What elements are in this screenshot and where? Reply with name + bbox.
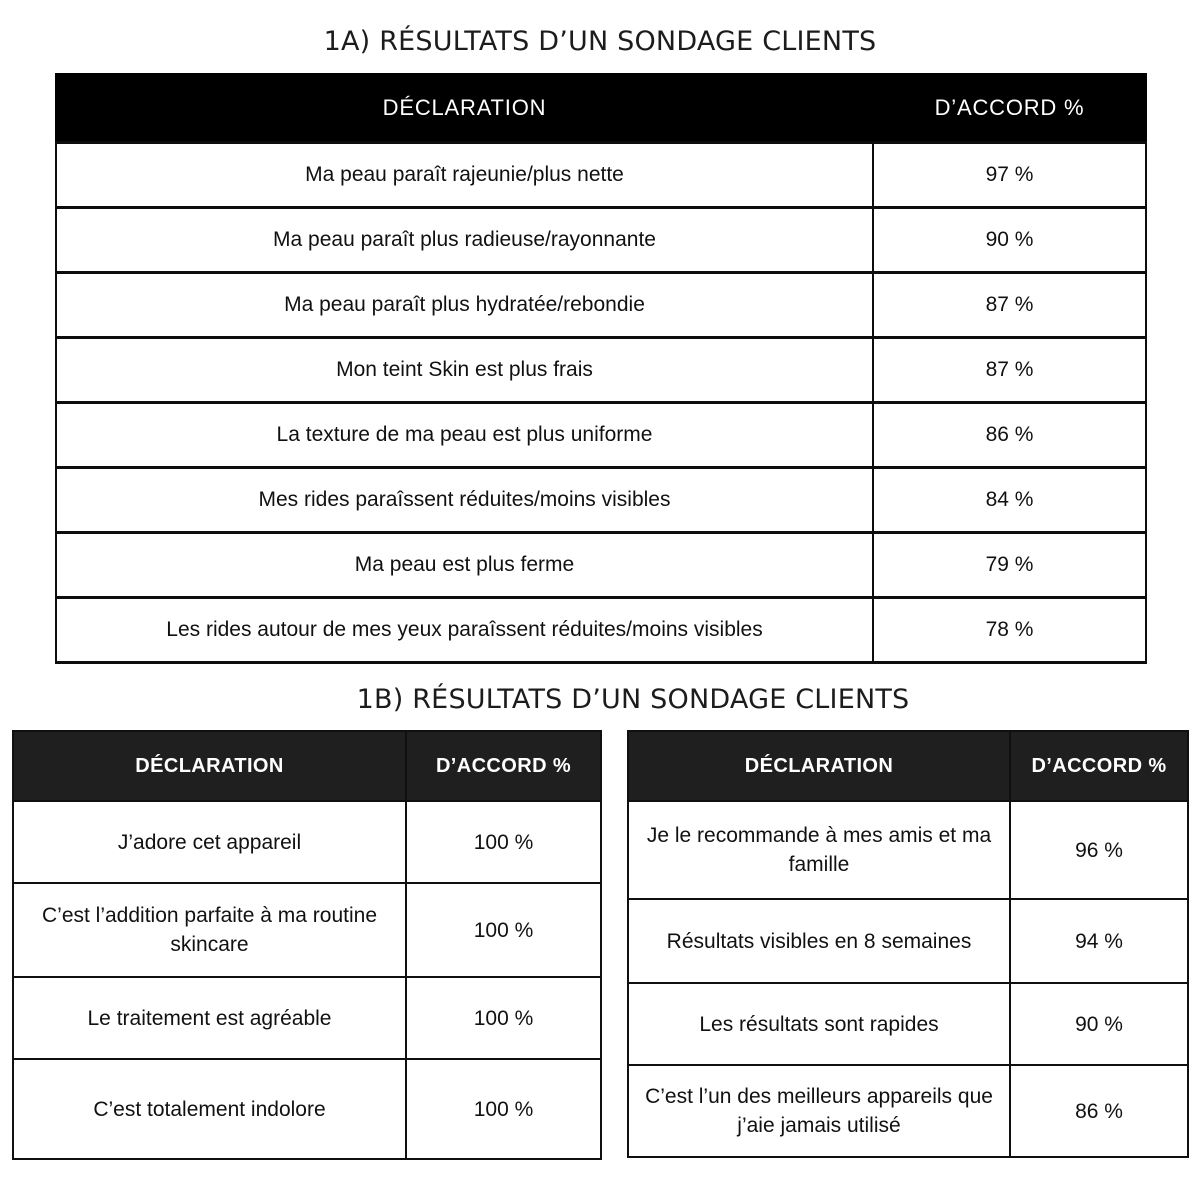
agree-cell: 79 %	[873, 533, 1146, 598]
section-1b-tables	[12, 730, 1200, 1160]
table-row	[13, 883, 601, 977]
table-1a-header-row	[56, 74, 1146, 143]
table-1b-left-header-agree: D’ACCORD %	[406, 731, 601, 801]
agree-cell: 84 %	[873, 468, 1146, 533]
agree-cell: 87 %	[873, 338, 1146, 403]
declaration-cell: Ma peau paraît plus hydratée/rebondie	[56, 273, 873, 338]
agree-cell: 96 %	[1010, 801, 1188, 899]
agree-cell: 78 %	[873, 598, 1146, 663]
declaration-cell: Mon teint Skin est plus frais	[56, 338, 873, 403]
table-row	[628, 899, 1188, 983]
table-row	[56, 273, 1146, 338]
agree-cell: 97 %	[873, 143, 1146, 208]
agree-cell: 94 %	[1010, 899, 1188, 983]
survey-table-1b-right	[627, 730, 1189, 1158]
agree-cell: 100 %	[406, 883, 601, 977]
table-row	[56, 143, 1146, 208]
declaration-cell: Les rides autour de mes yeux paraîssent réduites/moins visibles	[56, 598, 873, 663]
agree-cell: 87 %	[873, 273, 1146, 338]
declaration-cell: J’adore cet appareil	[13, 801, 406, 883]
table-1a-header-declaration: DÉCLARATION	[56, 74, 873, 143]
table-row	[13, 801, 601, 883]
declaration-cell: Ma peau est plus ferme	[56, 533, 873, 598]
table-row	[628, 801, 1188, 899]
table-row	[13, 977, 601, 1059]
table-row	[56, 208, 1146, 273]
table-row	[56, 338, 1146, 403]
agree-cell: 86 %	[1010, 1065, 1188, 1157]
agree-cell: 90 %	[1010, 983, 1188, 1065]
agree-cell: 86 %	[873, 403, 1146, 468]
declaration-cell: Ma peau paraît rajeunie/plus nette	[56, 143, 873, 208]
declaration-cell: C’est totalement indolore	[13, 1059, 406, 1159]
table-row	[56, 468, 1146, 533]
declaration-cell: C’est l’un des meilleurs appareils que j’aie jamais utilisé	[628, 1065, 1010, 1157]
declaration-cell: Je le recommande à mes amis et ma famille	[628, 801, 1010, 899]
table-1b-right-header-agree: D’ACCORD %	[1010, 731, 1188, 801]
table-1b-right-header-row	[628, 731, 1188, 801]
agree-cell: 90 %	[873, 208, 1146, 273]
table-row	[628, 1065, 1188, 1157]
survey-table-1b-left	[12, 730, 602, 1160]
table-row	[13, 1059, 601, 1159]
table-row	[56, 403, 1146, 468]
table-1b-right-header-declaration: DÉCLARATION	[628, 731, 1010, 801]
declaration-cell: Mes rides paraîssent réduites/moins visibles	[56, 468, 873, 533]
agree-cell: 100 %	[406, 977, 601, 1059]
table-1b-left-header-row	[13, 731, 601, 801]
declaration-cell: Le traitement est agréable	[13, 977, 406, 1059]
table-row	[56, 598, 1146, 663]
section-1b-title: 1B) RÉSULTATS D’UN SONDAGE CLIENTS	[356, 684, 910, 715]
table-row	[56, 533, 1146, 598]
table-1a-header-agree: D’ACCORD %	[873, 74, 1146, 143]
declaration-cell: C’est l’addition parfaite à ma routine skincare	[13, 883, 406, 977]
agree-cell: 100 %	[406, 1059, 601, 1159]
table-1b-left-header-declaration: DÉCLARATION	[13, 731, 406, 801]
declaration-cell: Résultats visibles en 8 semaines	[628, 899, 1010, 983]
declaration-cell: Ma peau paraît plus radieuse/rayonnante	[56, 208, 873, 273]
table-row	[628, 983, 1188, 1065]
declaration-cell: Les résultats sont rapides	[628, 983, 1010, 1065]
declaration-cell: La texture de ma peau est plus uniforme	[56, 403, 873, 468]
agree-cell: 100 %	[406, 801, 601, 883]
section-1a-title: 1A) RÉSULTATS D’UN SONDAGE CLIENTS	[323, 26, 877, 57]
survey-table-1a	[55, 73, 1147, 664]
